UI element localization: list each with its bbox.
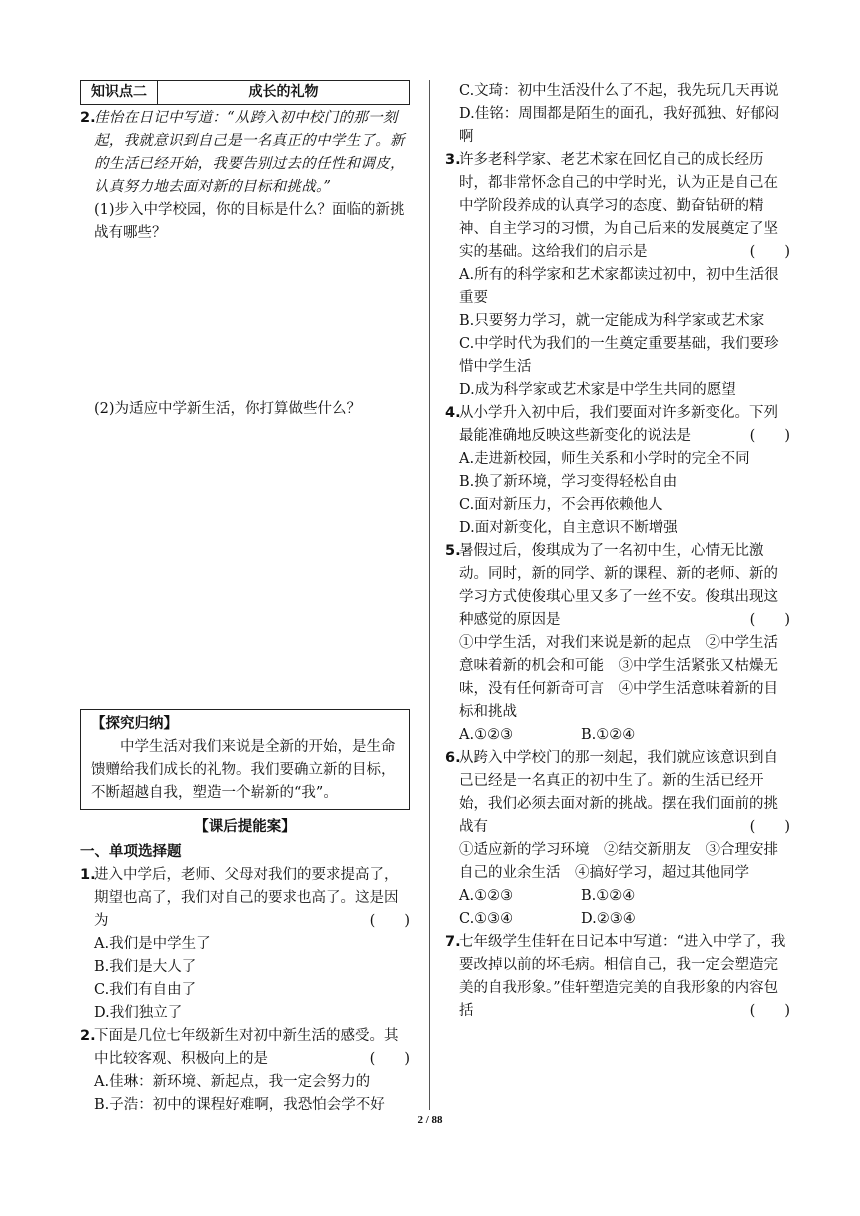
question-number: 1. [80, 867, 96, 883]
answer-bracket: ( ) [749, 819, 790, 835]
option-b: B.换了新环境，学习变得轻松自由 [459, 474, 678, 490]
options-row [445, 724, 790, 747]
question-stem: 七年级学生佳轩在日记本中写道：“进入中学了，我要改掉以前的坏毛病。相信自己，我一定会塑造完美的自我形象。”佳轩塑造完美的自我形象的内容包括 [459, 934, 786, 1019]
option-a: A.我们是中学生了 [94, 936, 211, 952]
statements: ①适应新的学习环境 ②结交新朋友 ③合理安排自己的业余生活 ④搞好学习，超过其他同学 [459, 842, 778, 881]
option-a: A.①②③ [459, 888, 514, 904]
options-row [445, 908, 790, 931]
option-b: B.①②④ [581, 888, 636, 904]
mc-question-5 [445, 540, 790, 632]
answer-bracket: ( ) [749, 244, 790, 260]
column-divider [429, 80, 430, 1110]
mc-question-2 [80, 1025, 410, 1071]
option-a: A.走进新校园，师生关系和小学时的完全不同 [459, 451, 750, 467]
answer-bracket: ( ) [749, 612, 790, 628]
question-number: 3. [445, 152, 461, 168]
option-c: C.面对新压力，不会再依赖他人 [459, 497, 663, 513]
right-column [445, 80, 790, 1023]
answer-bracket: ( ) [369, 913, 410, 929]
option-d: D.②③④ [581, 911, 636, 927]
answer-space-1 [80, 245, 410, 398]
question-text: 佳怡在日记中写道：“从跨入初中校门的那一刻起，我就意识到自己是一名真正的中学生了。新的生活已经开始，我要告别过去的任性和调皮，认真努力地去面对新的目标和挑战。” [94, 110, 405, 195]
answer-bracket: ( ) [369, 1051, 410, 1067]
statements: ①中学生活，对我们来说是新的起点 ②中学生活意味着新的机会和可能 ③中学生活紧张又枯燥无味，没有任何新奇可言 ④中学生活意味着新的目标和挑战 [459, 635, 778, 720]
option-b: B.①②④ [581, 727, 636, 743]
summary-text: 中学生活对我们来说是全新的开始，是生命馈赠给我们成长的礼物。我们要确立新的目标，不断超越自我，塑造一个崭新的“我”。 [91, 739, 396, 801]
question-number: 5. [445, 543, 461, 559]
question-stem: 进入中学后，老师、父母对我们的要求提高了，期望也高了，我们对自己的要求也高了。这是因为 [94, 867, 399, 929]
option-c: C.①③④ [459, 911, 514, 927]
question-number: 6. [445, 750, 461, 766]
summary-box [80, 709, 410, 810]
mc-question-3 [445, 149, 790, 264]
option-b: B.子浩：初中的课程好难啊，我恐怕会学不好 [94, 1097, 385, 1113]
question-stem: 从跨入中学校门的那一刻起，我们就应该意识到自己已经是一名真正的初中生了。新的生活已经开始，我们必须去面对新的挑战。摆在我们面前的挑战有 [459, 750, 778, 835]
answer-space-2 [80, 421, 410, 709]
question-number: 7. [445, 934, 461, 950]
option-c: C.我们有自由了 [94, 982, 197, 998]
question-number: 4. [445, 405, 461, 421]
question-stem: 许多老科学家、老艺术家在回忆自己的成长经历时，都非常怀念自己的中学时光，认为正是自己在中学阶段养成的认真学习的态度、勤奋钻研的精神、自主学习的习惯，为自己后来的发展奠定了坚实的基础。这给我们的启示是 [459, 152, 778, 260]
section-one-title: 一、单项选择题 [80, 844, 182, 860]
summary-heading: 【探究归纳】 [91, 716, 178, 732]
option-d: D.面对新变化，自主意识不断增强 [459, 520, 678, 536]
question-stem: 暑假过后，俊琪成为了一名初中生，心情无比激动。同时，新的同学、新的课程、新的老师、新的学习方式使俊琪心里又多了一丝不安。俊琪出现这种感觉的原因是 [459, 543, 778, 628]
knowledge-point-header [80, 80, 410, 105]
sub-question-1: (1)步入中学校园，你的目标是什么？面临的新挑战有哪些？ [94, 202, 405, 241]
answer-bracket: ( ) [749, 1003, 790, 1019]
knowledge-point-title: 成长的礼物 [158, 81, 410, 105]
option-c: C.中学时代为我们的一生奠定重要基础，我们要珍惜中学生活 [459, 336, 779, 375]
mc-question-1 [80, 864, 410, 933]
question-stem: 下面是几位七年级新生对初中新生活的感受。其中比较客观、积极向上的是 [94, 1028, 399, 1067]
option-d: D.我们独立了 [94, 1005, 183, 1021]
knowledge-point-label: 知识点二 [81, 81, 158, 105]
after-class-title: 【课后提能案】 [194, 819, 296, 835]
option-c: C.文琦：初中生活没什么了不起，我先玩几天再说 [459, 83, 779, 99]
question-number: 2. [80, 1028, 96, 1044]
option-d: D.佳铭：周围都是陌生的面孔，我好孤独、好郁闷啊 [459, 106, 780, 145]
page-number: 2 / 88 [417, 1114, 443, 1126]
question-2-diary [80, 107, 410, 199]
mc-question-4 [445, 402, 790, 448]
options-row [445, 885, 790, 908]
sub-question-2: (2)为适应中学新生活，你打算做些什么？ [94, 401, 362, 417]
mc-question-7 [445, 931, 790, 1023]
mc-question-6 [445, 747, 790, 839]
left-column [80, 80, 410, 1117]
question-number: 2. [80, 110, 96, 126]
option-a: A.佳琳：新环境、新起点，我一定会努力的 [94, 1074, 371, 1090]
option-a: A.①②③ [459, 727, 514, 743]
option-b: B.只要努力学习，就一定能成为科学家或艺术家 [459, 313, 765, 329]
question-stem: 从小学升入初中后，我们要面对许多新变化。下列最能准确地反映这些新变化的说法是 [459, 405, 778, 444]
option-d: D.成为科学家或艺术家是中学生共同的愿望 [459, 382, 736, 398]
answer-bracket: ( ) [749, 428, 790, 444]
option-b: B.我们是大人了 [94, 959, 197, 975]
option-a: A.所有的科学家和艺术家都读过初中，初中生活很重要 [459, 267, 779, 306]
